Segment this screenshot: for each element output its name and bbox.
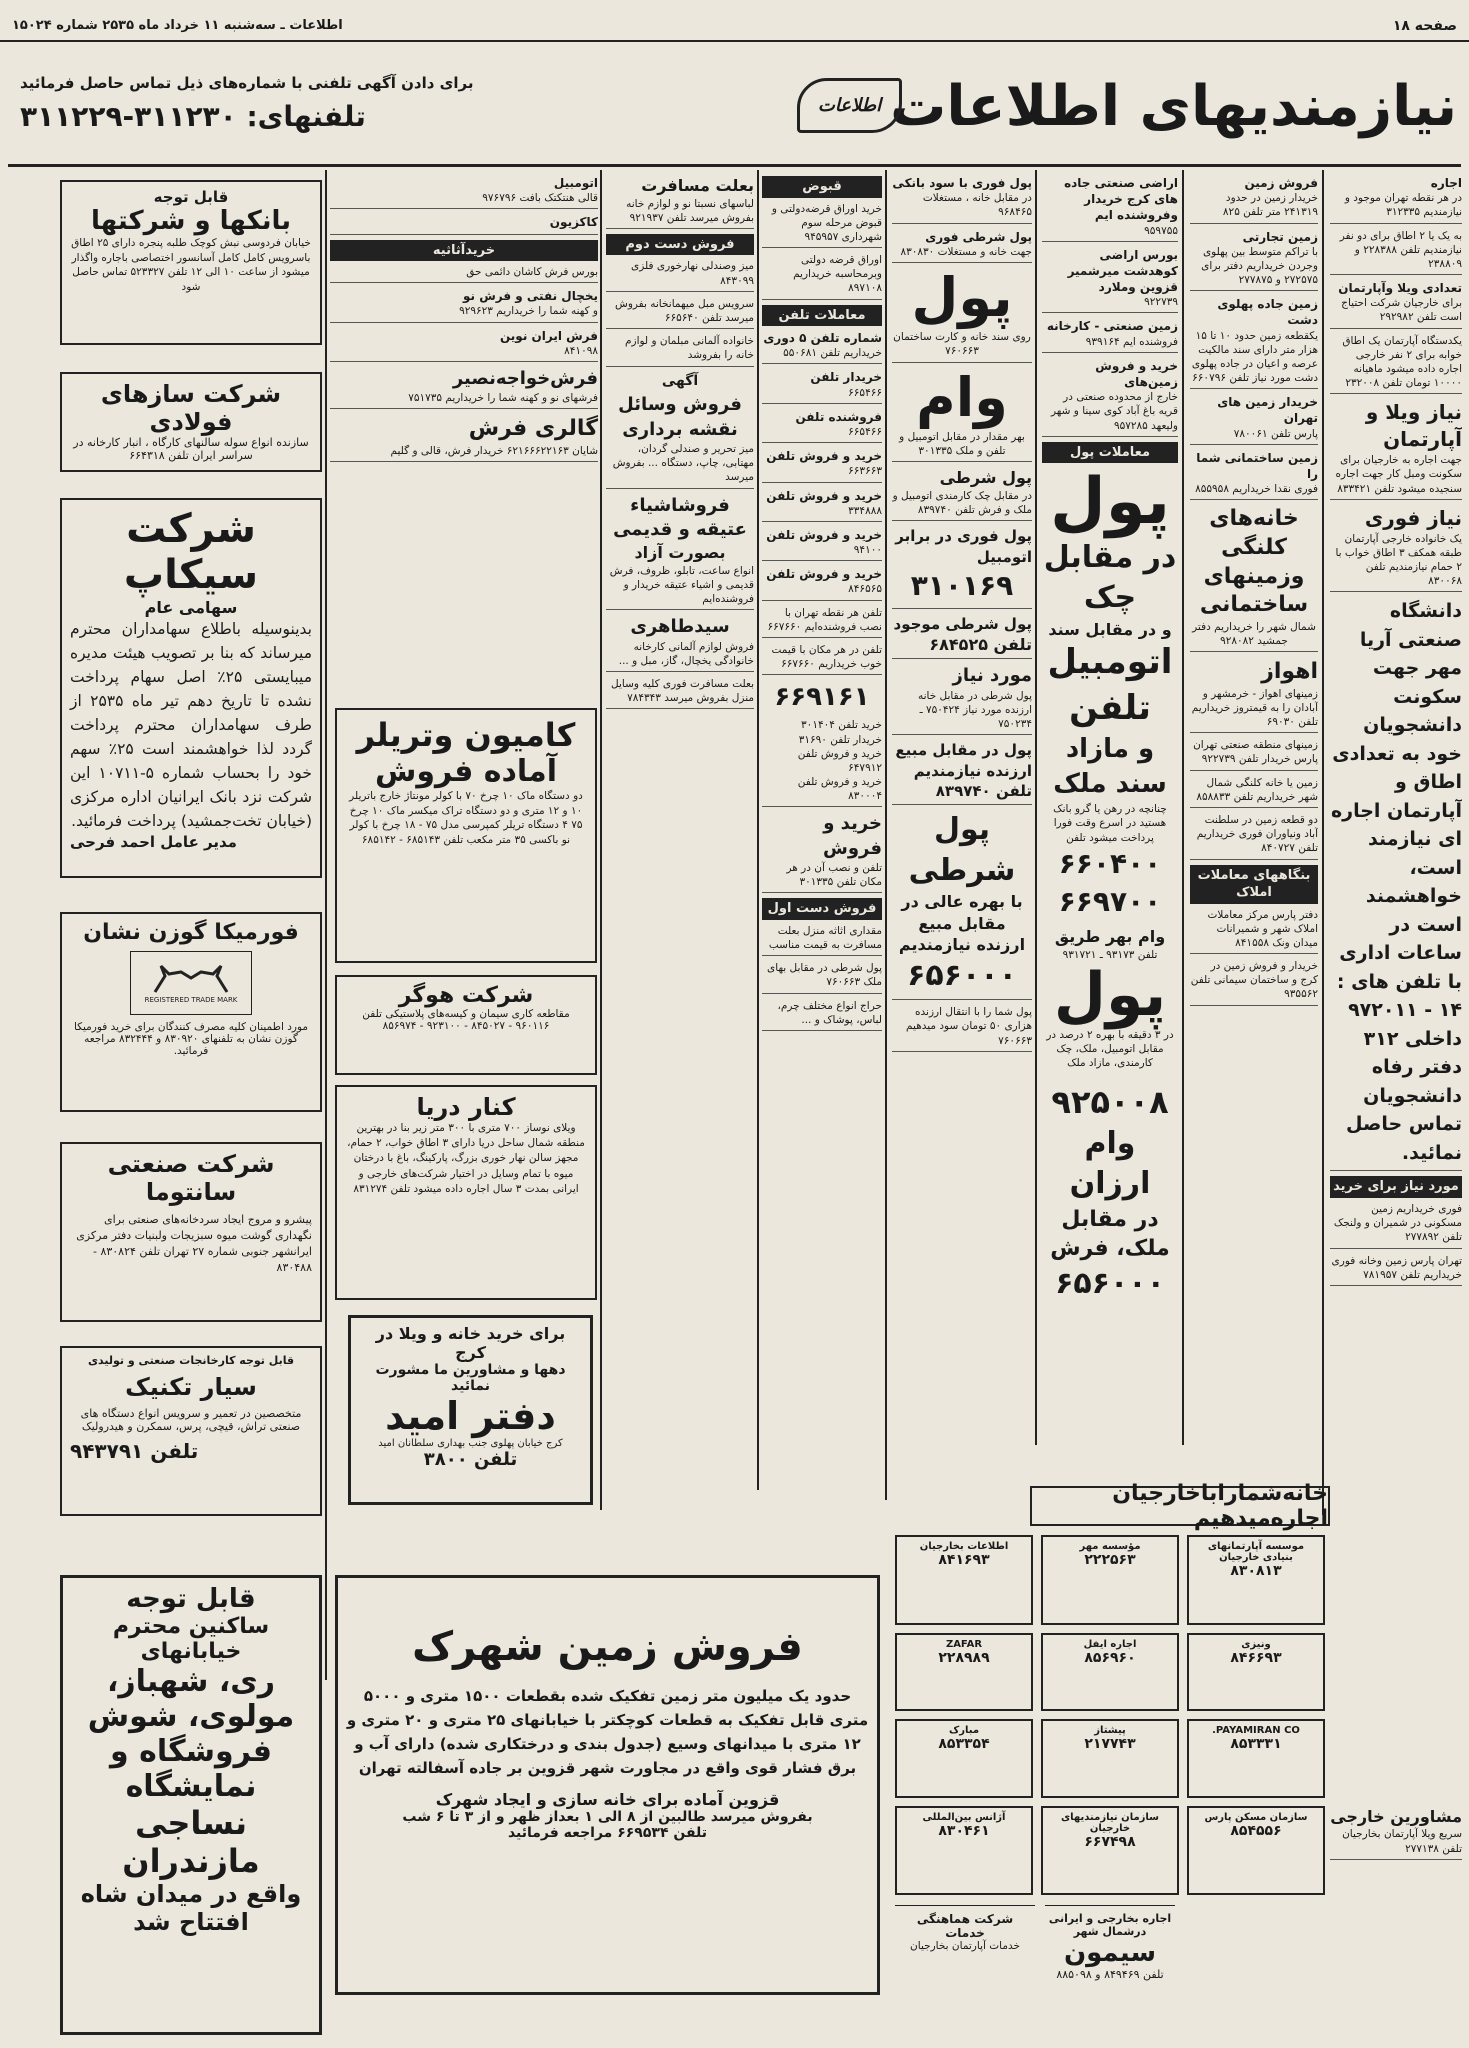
classified-ad: خرید و فروش تلفن ۳۳۴۸۸۸ [762,488,882,522]
classified-ad: گالری فرش شایان ۶۲۱۶۶۶۲۲۱۶۳ خریدار فرش، قالی و گلیم [330,414,598,462]
classified-ad: خریدار و فروش زمین در کرج و ساختمان سیمانی تلفن ۹۳۵۵۶۲ [1190,959,1318,1006]
column-1 [1330,172,1462,2042]
column-3 [1042,172,1178,1440]
classified-ad: خرید و فروش تلفن ۶۶۳۶۶۳ [762,448,882,482]
classified-ad: خریدار تلفن ۶۶۵۴۶۶ [762,369,882,403]
deer-icon [151,962,231,996]
simon-ad: اجاره بخارجی و ایرانی درشمال شهر سیمون تلفن ۸۴۹۴۶۹ و ۸۸۵۰۹۸ [1045,1905,1175,2035]
classified-ad: تلفن هر نقطه تهران با نصب فروشنده‌ایم ۶۶۷۶۶۰ [762,606,882,638]
classified-ad: خریدار زمین های تهران پارس تلفن ۷۸۰۰۶۱ [1190,394,1318,445]
classified-ad: تعدادی ویلا وآپارتمان برای خارجیان شرکت احتیاج است تلفن ۲۹۲۹۸۲ [1330,280,1462,329]
classified-ad: فروشاشیاء عتیقه و قدیمی بصورت آزاد انواع ساعت، تابلو، ظروف، فرش قدیمی و اشیاء عتیقه خریدار و فروشنده‌ایم [606,494,754,611]
classified-ad: پول شرطی فوری جهت خانه و مستغلات ۸۳۰۸۳۰ [892,229,1032,263]
money-headline: پول [1050,465,1170,540]
column-5 [762,172,882,1502]
masthead-rule [8,164,1461,167]
classified-ad: تهران پارس زمین وخانه فوری خریداریم تلفن ۷۸۱۹۵۷ [1330,1254,1462,1286]
shahrak-ad: فروش زمین شهرک حدود یک میلیون متر زمین تفکیک شده بقطعات ۱۵۰۰ متری و ۵۰۰۰ متری قابل تفکیک به قطعات کوچکتر با خیابانهای ۲۵ متری و ۲۰ متری و ۱۲ متری با میدانهای وسیع (جدول بندی و درختکاری شده) دارای آب و برق فشار قوی واقع در مجاورت شهر قزوین بر جاده آسفالته تهران قزوین آماده برای خانه سازی و ایجاد شهرک بفروش میرسد طالبین از ۸ الی ۱ بعداز ظهر و از ۳ تا ۶ شب تلفن ۶۶۹۵۳۴ مراجعه فرمائید [335,1575,880,1995]
section-header: قبوض [762,176,882,198]
classified-ad: پول فوری با سود بانکی در مقابل خانه ، مستغلات ۹۶۸۴۶۵ [892,175,1032,224]
col-rule [757,170,759,1490]
classified-ad: پول فوری در برابر اتومبیل ۳۱۰۱۶۹ [892,526,1032,608]
rental-logo: PAYAMIRAN CO. ۸۵۳۳۳۱ [1187,1719,1325,1798]
money-phone: ۶۶۰۴۰۰ [1058,846,1162,880]
classified-ad: فروش وسائل نقشه برداری میز تحریر و صندلی گردان، مهتابی، چاپ، دستگاه ... بفروش میرسد [606,393,754,488]
flats-banner: خانه‌شماراباخارجیان اجاره‌میدهیم [1030,1486,1330,1526]
classified-ad: دو قطعه زمین در سلطنت آباد ونیاوران فوری خریداریم تلفن ۸۴۰۷۲۷ [1190,813,1318,860]
classified-ad: پول در مقابل مبیع ارزنده نیازمندیم تلفن ۸۳۹۷۴۰ [892,740,1032,805]
classified-ad: فوری خریداریم زمین مسکونی در شمیران و ولنجک تلفن ۲۷۷۸۹۲ [1330,1202,1462,1249]
classified-ad: خرید اوراق قرضه‌دولتی و قبوض مرحله سوم شهرداری ۹۴۵۹۵۷ [762,202,882,249]
header-phones: تلفنهای: ۳۱۱۲۳۰-۳۱۱۲۲۹ [20,100,366,133]
classified-ad: اجاره در هر نقطه تهران موجود و نیازمندیم ۳۱۲۳۳۵ [1330,175,1462,224]
section-header: معاملات تلفن [762,305,882,327]
classified-ad: خرید و فروش تلفن ۹۴۱۰۰ [762,527,882,561]
section-header: فروش دست دوم [606,234,754,256]
rental-logo: اجاره ایفل ۸۵۶۹۶۰ [1041,1633,1179,1712]
classified-ad: اهواز زمینهای اهواز - خرمشهر و آبادان را به قیمتروز خریداریم تلفن ۶۹۰۳۰ [1190,657,1318,733]
contact-note: برای دادن آگهی تلفنی با شماره‌های ذیل تماس حاصل فرمائید [20,74,474,92]
classified-ad: پول شرطی در مقابل بهای ملک ۷۶۰۶۶۳ [762,961,882,993]
top-rule [0,40,1469,42]
classified-ad: حراج انواع مختلف چرم، لباس، پوشاک و ... [762,999,882,1031]
classified-ad: پول شرطی با بهره عالی در مقابل مبیع ارزنده نیازمندیم ۶۵۶۰۰۰ [892,810,1032,1000]
col-rule [885,170,887,1500]
classified-ad: اتومبیل قالی هنتکتک بافت ۹۷۶۷۹۶ [330,175,598,209]
rental-logos [895,1535,1325,1895]
classified-ad: پول شرطی موجود تلفن ۶۸۴۵۲۵ [892,614,1032,660]
ad-heading: آگهی [661,372,699,389]
section-header: معاملات پول [1042,442,1178,464]
classified-ad: نیاز ویلا و آپارتمان جهت اجاره به خارجیان برای سکونت ومبل کار جهت اجاره سنجیده میشود تلفن ۸۳۳۴۲۱ [1330,399,1462,500]
university-ad: دانشگاه صنعتی آریا مهر جهت سکونت دانشجویان خود به تعدادی اطاق و آپارتمان اجاره ای نیازمند است، خواهشمند است در ساعات اداری با تلفن های : ۱۴ - ۹۷۲۰۱۱ داخلی ۳۱۲ دفتر رفاه دانشجویان تماس حاصل نمائید. [1330,597,1462,1171]
classified-ad: بعلت مسافرت لباسهای نسبتا نو و لوازم خانه بفروش میرسد تلفن ۹۲۱۹۳۷ [606,175,754,229]
column-6 [606,172,754,1502]
classified-ad: پول شرطی در مقابل چک کارمندی اتومبیل و ملک و فرش تلفن ۸۳۹۷۴۰ [892,467,1032,521]
money-phone: ۶۵۶۰۰۰ [1055,1266,1165,1302]
formica-ad: فورمیکا گوزن نشان REGISTERED TRADE MARK مورد اطمینان کلیه مصرف کنندگان برای خرید فورمیکا گوزن نشان به تلفنهای ۸۳۰۹۲۰ و ۸۳۲۴۴۴ مراجعه فرمائید. [60,912,322,1112]
rental-logo: ZAFAR ۲۲۸۹۸۹ [895,1633,1033,1712]
houses-ad: خانه‌های کلنگی وزمینهای ساختمانی شمال شهر را خریداریم دفتر جمشید ۹۲۸۰۸۲ [1190,505,1318,652]
money-headline: پول [1053,960,1167,1031]
classified-ad: میز وصندلی نهارخوری فلزی ۸۴۳۰۹۹ [606,259,754,291]
deer-logo: REGISTERED TRADE MARK [130,951,252,1015]
classified-ad: مورد نیاز پول شرطی در مقابل خانه ارزنده مورد نیاز ۷۵۰۴۲۴ ـ ۷۵۰۲۳۴ [892,664,1032,735]
hogar-ad: شرکت هوگر مقاطعه کاری سیمان و کیسه‌های پلاستیکی تلفن ۹۶۰۱۱۶ - ۸۴۵۰۲۷ - ۹۲۳۱۰۰ - ۸۵۶۹۷۴ [335,975,597,1075]
money-phone: ۶۶۹۷۰۰ [1058,884,1162,918]
classified-ad: زمین ساختمانی شما را فوری نقدا خریداریم ۸۵۵۹۵۸ [1190,450,1318,501]
classified-ad: خرید و فروش تلفن و نصب آن در هر مکان تلفن ۳۰۱۳۳۵ [762,812,882,893]
classified-ad: بورس اراضی کوهدشت میرشمیر قزوین وملارد ۹۲۲۷۳۹ [1042,247,1178,314]
money-note: چنانچه در رهن یا گرو بانک هستید در اسرع وقت فورا پرداخت میشود تلفن [1053,803,1167,844]
rental-logo: ونیزی ۸۴۶۶۹۳ [1187,1633,1325,1712]
rental-logo: مؤسسه مهر ۲۲۲۵۶۳ [1041,1535,1179,1625]
steel-ad: شرکت سازهای فولادی سازنده انواع سوله سالنهای کارگاه ، انبار کارخانه در سراسر ایران تلفن ۶۶۴۳۱۸ [60,372,322,472]
classified-ad: فروشنده تلفن ۶۶۵۴۶۶ [762,409,882,443]
money-note: در ۳ دقیقه با بهره ۲ درصد در مقابل اتومبیل، ملک، چک کارمندی، مازاد ملک [1046,1029,1174,1070]
classified-ad: بعلت مسافرت فوری کلیه وسایل منزل بفروش میرسد ۷۸۴۳۴۳ [606,677,754,709]
column-7 [330,172,598,672]
masthead-title: نیازمندیهای اطلاعات [890,74,1457,139]
classified-ad: روی سند خانه و کارت ساختمان ۷۶۰۶۶۳ [892,330,1032,362]
money-line: در مقابل چک [1043,539,1177,616]
money-line: در مقابل ملک، فرش [1050,1206,1170,1262]
rental-logo: سازمان نیازمندیهای خارجیان ۶۶۷۴۹۸ [1041,1806,1179,1896]
classified-ad: خرید و فروش تلفن ۸۴۶۵۶۵ [762,566,882,600]
mazandaran-ad: قابل توجه ساکنین محترم خیابانهای ری، شهباز، مولوی، شوش فروشگاه و نمایشگاه نساجی مازندران واقع در میدان شاه افتتاح شد [60,1575,322,2035]
classified-ad: به یک یا ۲ اطاق برای دو نفر نیازمندیم تلفن ۲۲۸۳۸۸ و ۲۳۸۸۰۹ [1330,229,1462,276]
rental-logo: پیشتاز ۲۱۷۷۴۳ [1041,1719,1179,1798]
big-number: ۶۶۹۱۶۱ [774,682,870,713]
page-number: صفحه ۱۸ [1392,18,1457,34]
section-header: بنگاههای معاملات املاک [1190,865,1318,904]
classified-ad: مشاورین خارجی سریع ویلا آپارتمان بخارجیان تلفن ۲۷۷۱۳۸ [1330,1806,1462,1860]
classified-ad: سیدطاهری فروش لوازم آلمانی کارخانه خانوادگی یخچال، گاز، مبل و ... [606,615,754,672]
truck-ad: کامیون وتریلر آماده فروش دو دستگاه ماک ۱۰ چرخ ۷۰ با کولر مونتاژ خارج باتریلر ۱۰ و ۱۲ متری و دو دستگاه تراک میکسر ماک ۱۰ چرخ ۷۵ ۴ دستگاه تریلر کمپرسی مدل ۷۵ - ۱۸ چرخ با کولر نو باکسی ۳۵ متر مکعب تلفن ۶۸۵۱۴۳ - ۶۸۵۱۴۲ [335,708,597,963]
money-headline: وام [916,365,1008,429]
rental-logo: موسسه آپارتمانهای بنیادی خارجیان ۸۳۰۸۱۳ [1187,1535,1325,1625]
classified-ad: اوراق قرضه دولتی وبرمحاسبه خریداریم ۸۹۷۱۰۸ [762,253,882,300]
col-rule [600,170,602,1510]
classified-ad: کاکزیون [330,214,598,234]
money-line: و در مقابل سند [1048,619,1172,639]
rental-logo: آژانس بین‌المللی ۸۳۰۴۶۱ [895,1806,1033,1896]
bank-ad: قابل توجه بانکها و شرکتها خیابان فردوسی نبش کوچک طلبه پنجره دارای ۲۵ اطاق باسرویس کامل کامل آسانسور اختصاصی باجاره واگذار میشود از ساعت ۱۰ الی ۱۲ تلفن ۵۲۳۳۲۷ تماس حاصل شود [60,180,322,345]
column-2 [1190,172,1318,1442]
rental-logo: اطلاعات بخارجیان ۸۴۱۶۹۳ [895,1535,1033,1625]
rental-logo: سازمان مسکن پارس ۸۵۴۵۵۶ [1187,1806,1325,1896]
classified-ad: سرویس مبل میهمانخانه بفروش میرسد تلفن ۶۶۵۶۴۰ [606,297,754,329]
masthead [757,58,1457,168]
classified-ad: زمینهای منطقه صنعتی تهران پارس خریدار تلفن ۹۲۲۷۳۹ [1190,738,1318,770]
services-ad: شرکت هماهنگی خدمات خدمات آپارتمان بخارجیان [895,1905,1035,2035]
classified-ad: نیاز فوری یک خانواده خارجی آپارتمان طبقه همکف ۳ اطاق خواب با ۲ حمام نیازمندیم تلفن ۸۳۰۰۶۸ [1330,505,1462,593]
section-header: مورد نیاز برای خرید [1330,1176,1462,1198]
section-header: فروش دست اول [762,898,882,920]
issue-line: اطلاعات ـ سه‌شنبه ۱۱ خرداد ماه ۲۵۳۵ شماره ۱۵۰۲۴ [12,18,343,33]
classified-ad: یکدستگاه آپارتمان یک اطاق خوابه برای ۲ نفر خارجی اجاره داده میشود ماهیانه ۱۰۰۰۰ تومان تلفن ۲۳۲۰۰۸ [1330,334,1462,395]
classified-ad: فرش ایران نوین ۸۴۱۰۹۸ [330,328,598,362]
loan-phone: تلفن ۹۳۱۷۳ ـ ۹۳۱۷۲۱ [1062,948,1158,961]
classified-ad: زمین جاده پهلوی دشت یکقطعه زمین حدود ۱۰ تا ۱۵ هزار متر دارای سند مالکیت عرصه و اعیان در جاده پهلوی دشت مورد نیاز تلفن ۶۶۰۷۹۶ [1190,296,1318,389]
classified-ad: خانواده آلمانی مبلمان و لوازم خانه را بفروشد [606,334,754,366]
col-rule [1035,170,1037,1445]
classified-ad: تلفن در هر مکان با قیمت خوب خریداریم ۶۶۷۶۶۰ [762,643,882,675]
classified-ad: خرید تلفن ۳۰۱۴۰۴ خریدار تلفن ۳۱۶۹۰ خرید و فروش تلفن ۶۴۷۹۱۲ خرید و فروش تلفن ۸۳۰۰۰۴ [762,718,882,807]
siar-ad: قابل توجه کارخانجات صنعتی و تولیدی سیار تکنیک متخصصین در تعمیر و سرویس انواع دستگاه های صنعتی تراش، قیچی، پرس، سمکرن و هیدرولیک تلفن ۹۴۳۷۹۱ [60,1346,322,1516]
classified-ad: پول شما را با انتقال ارزنده هزاری ۵۰ تومان سود میدهیم ۷۶۰۶۶۳ [892,1005,1032,1052]
logo-text: اطلاعات [817,95,882,116]
classified-ad: اراضی صنعتی جاده های کرج خریدار وفروشنده ایم ۹۵۹۷۵۵ [1042,175,1178,242]
classified-ad: خرید و فروش زمین‌های خارج از محدوده صنعتی در قریه باغ آباد کوی سینا و شهر ولیعهد ۹۵۷۲۸۵ [1042,358,1178,437]
classified-ad: یخچال نفتی و فرش نو و کهنه شما را خریداریم ۹۲۹۶۲۳ [330,288,598,322]
money-line: و مازاد سند ملک [1053,734,1167,800]
sikap-ad: شرکت سیکاپ سهامی عام بدینوسیله باطلاع سهامداران محترم میرساند که بنا بر تصویب هیئت مدیره میبایستی ۲۵٪ اصل سهام پرداخت نشده تا تاریخ دهم تیر ماه ۲۵۳۵ از طرف سهامداران محترم پرداخت گردد لذا خواهشمند است ۲۵٪ سهم خود را بحساب شماره ۵-۱۰۷۱۱ این شرکت نزد بانک ایرانیان اداره مرکزی (خیابان تخت‌جمشید) پرداخت فرمائید. مدیر عامل احمد فرحی [60,498,322,878]
classified-ad: زمین تجارتی با تراکم متوسط بین پهلوی وجردن خریداریم دفتر برای ۲۷۲۵۷۵ و ۲۷۷۸۷۵ [1190,229,1318,292]
money-phone: ۹۲۵۰۰۸ [1051,1082,1169,1121]
classified-ad: مقداری اثاثه منزل بعلت مسافرت به قیمت مناسب [762,924,882,956]
classified-ad: بورس فرش کاشان دائمی حق [330,265,598,283]
money-line: وام ارزان [1069,1125,1151,1202]
classified-ad: بهر مقدار در مقابل اتومبیل و تلفن و ملک ۳۰۱۳۳۵ [892,430,1032,462]
classified-ad: زمین یا خانه کلنگی شمال شهر خریداریم تلفن ۸۵۸۸۳۳ [1190,776,1318,808]
money-headline: پول [911,265,1013,329]
sea-ad: کنار دریا ویلای نوساز ۷۰۰ متری با ۳۰۰ متر زیر بنا در بهترین منطقه شمال ساحل دریا دارای ۳ اطاق خواب، ۲ حمام، مجهز سالن نهار خوری بزرگ، پارکینگ، باغ با درختان میوه با تمام وسایل در اختیار شرکت‌های خارجی و ایرانی بمدت ۳ سال اجاره داده میشود تلفن ۸۳۱۲۷۴ [335,1085,597,1300]
omid-ad: برای خرید خانه و ویلا در کرج دهها و مشاورین ما مشورت نمائید دفتر امید کرج خیابان پهلوی جنب بهداری سلطانان امید تلفن ۳۸۰۰ [348,1315,593,1505]
classified-ad: دفتر پارس مرکز معاملات املاک شهر و شمیرانات میدان ونک ۸۴۱۵۵۸ [1190,908,1318,955]
classified-ad: زمین صنعتی - کارخانه فروشنده ایم ۹۳۹۱۶۴ [1042,318,1178,352]
money-line: اتومبیل [1047,642,1173,683]
loan-title: وام بهر طریق [1054,927,1166,947]
col-rule [1182,170,1184,1445]
section-header: خریدآثاثیه [330,240,598,262]
col-rule [1322,170,1324,1515]
col-rule [325,170,327,1680]
column-4 [892,172,1032,1492]
classified-ad: شماره تلفن ۵ دوری خریداریم تلفن ۵۵۰۶۸۱ [762,330,882,364]
money-line: تلفن [1069,688,1151,729]
classified-ad: فرش‌خواجه‌نصیر فرشهای نو و کهنه شما را خریداریم ۷۵۱۷۳۵ [330,367,598,409]
santoma-ad: شرکت صنعتی سانتوما پیشرو و مروج ایجاد سردخانه‌های صنعتی برای نگهداری گوشت میوه سبزیجات ولبنیات دفتر مرکزی ایرانشهر جنوبی شماره ۲۷ تهران تلفن ۸۳۰۸۲۴ - ۸۳۰۴۸۸ [60,1142,322,1322]
rental-logo: مبارک ۸۵۳۳۵۴ [895,1719,1033,1798]
masthead-logo [797,78,902,133]
classified-ad: فروش زمین خریدار زمین در حدود ۲۴۱۳۱۹ متر تلفن ۸۲۵ [1190,175,1318,224]
